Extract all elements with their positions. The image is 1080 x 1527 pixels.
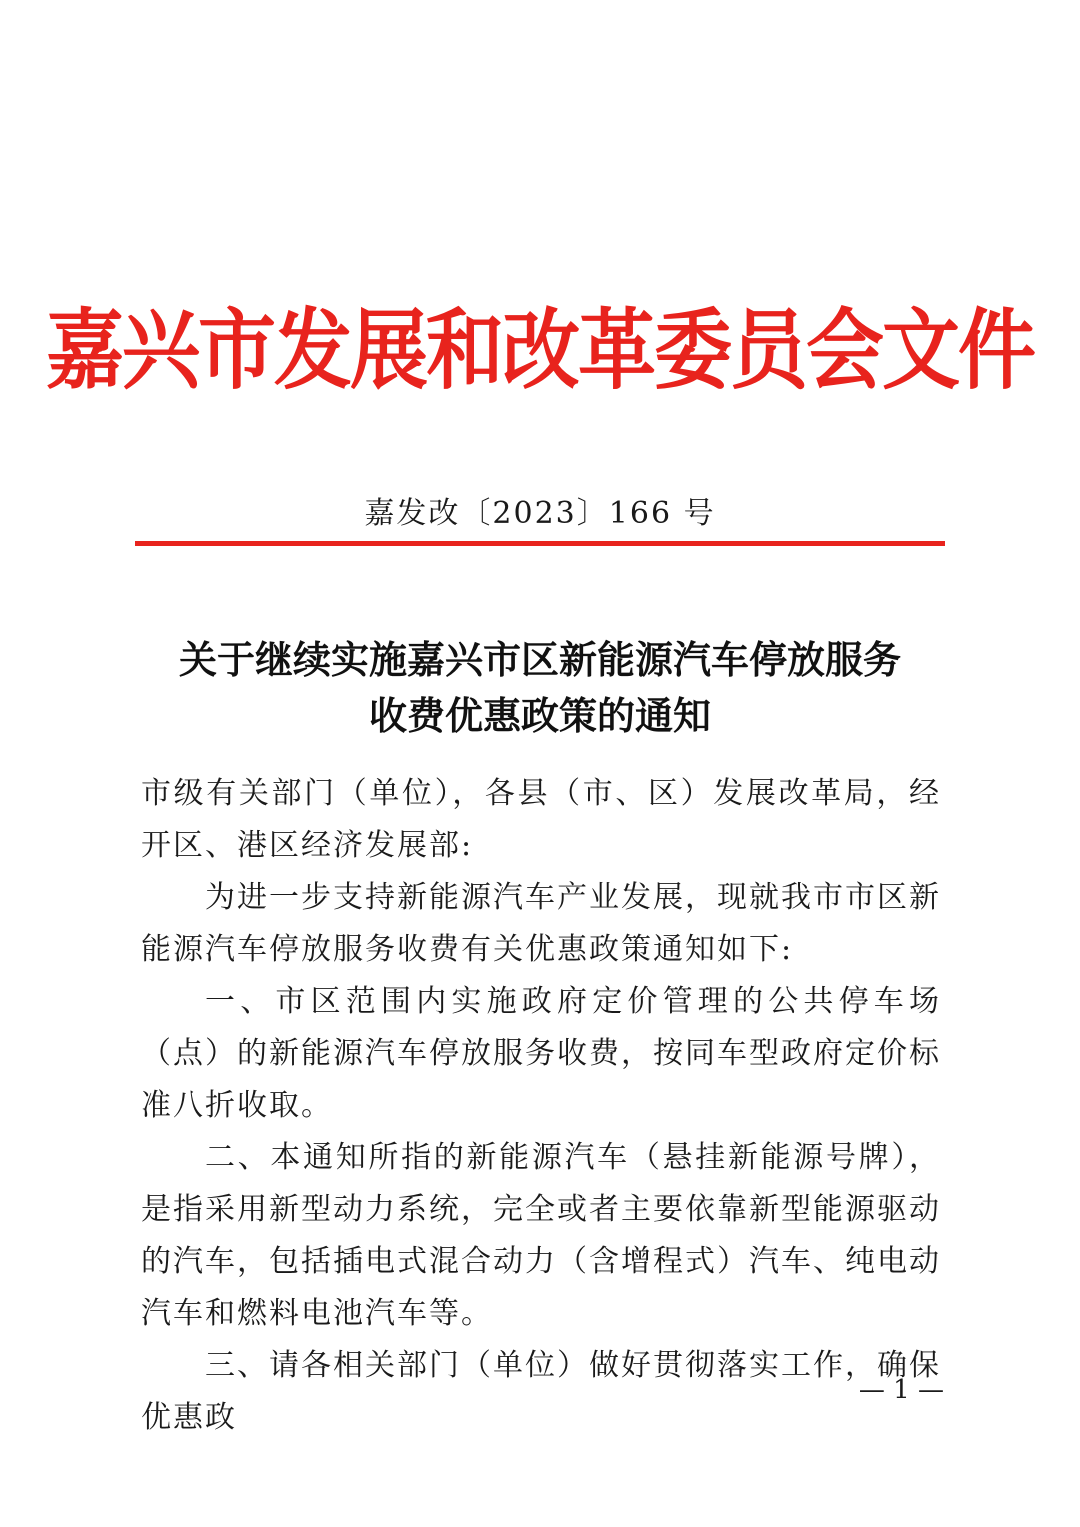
document-body — [141, 768, 941, 1444]
item-1-paragraph: 一、市区范围内实施政府定价管理的公共停车场（点）的新能源汽车停放服务收费，按同车型政府定价标准八折收取。 — [141, 984, 941, 1123]
title-line-1: 关于继续实施嘉兴市区新能源汽车停放服务 — [178, 638, 901, 682]
item-3-paragraph: 三、请各相关部门（单位）做好贯彻落实工作，确保优惠政 — [141, 1348, 941, 1435]
red-divider — [135, 541, 945, 546]
document-number: 嘉发改〔2023〕166 号 — [364, 496, 716, 531]
document-title — [120, 632, 960, 744]
title-line-2: 收费优惠政策的通知 — [368, 694, 711, 738]
intro-paragraph: 为进一步支持新能源汽车产业发展，现就我市市区新能源汽车停放服务收费有关优惠政策通知如下: — [141, 880, 941, 967]
item-2-paragraph: 二、本通知所指的新能源汽车（悬挂新能源号牌），是指采用新型动力系统，完全或者主要依靠新型能源驱动的汽车，包括插电式混合动力（含增程式）汽车、纯电动汽车和燃料电池汽车等。 — [141, 1140, 941, 1331]
addressee-paragraph: 市级有关部门（单位），各县（市、区）发展改革局，经开区、港区经济发展部: — [141, 776, 941, 863]
issuer-header: 嘉兴市发展和改革委员会文件 — [45, 300, 1034, 402]
page-number: — 1 — — [858, 1375, 944, 1405]
